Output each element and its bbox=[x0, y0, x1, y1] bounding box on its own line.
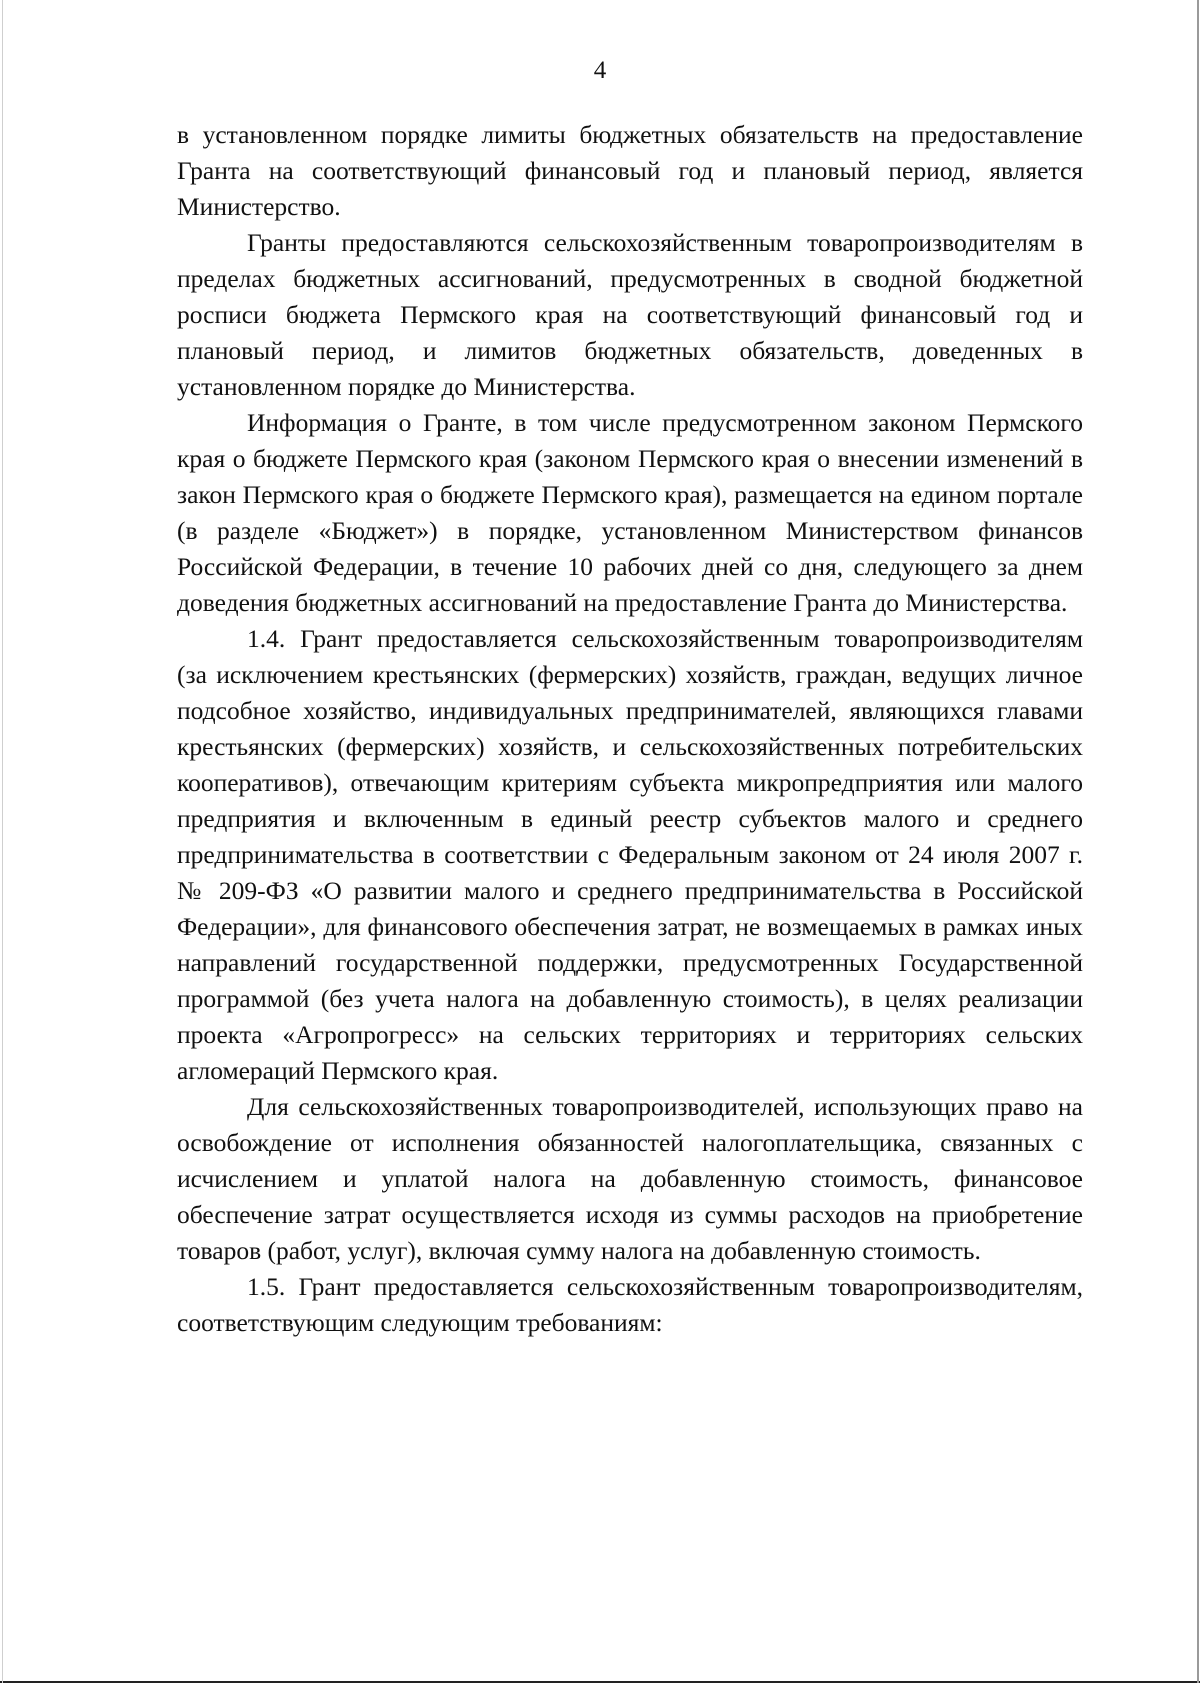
paragraph-grants-budget: Гранты предоставляются сельскохозяйственным товаропроизводителям в пределах бюджетных ассигнований, предусмотренных в сводной бюджетной росписи бюджета Пермского края на соответствующий финансовый год и плановый период, и лимитов бюджетных обязательств, доведенных в установленном порядке до Министерства. bbox=[177, 228, 1083, 401]
page-number: 4 bbox=[593, 57, 607, 84]
page-left-edge bbox=[2, 0, 3, 1683]
paragraph-section-1-4: 1.4. Грант предоставляется сельскохозяйственным товаропроизводителям (за исключением крестьянских (фермерских) хозяйств, граждан, ведущих личное подсобное хозяйство, индивидуальных предпринимателей, являющихся главами крестьянских (фермерских) хозяйств, и сельскохозяйственных потребительских кооперативов), отвечающим критериям субъекта микропредприятия или малого предприятия и включенным в единый реестр субъектов малого и среднего предпринимательства в соответствии с Федеральным законом от 24 июля 2007 г. № 209-ФЗ «О развитии малого и среднего предпринимательства в Российской Федерации», для финансового обеспечения затрат, не возмещаемых в рамках иных направлений государственной поддержки, предусмотренных Государственной программой (без учета налога на добавленную стоимость), в целях реализации проекта «Агропрогресс» на сельских территориях и территориях сельских агломераций Пермского края. bbox=[177, 624, 1083, 1085]
page-right-edge bbox=[1197, 0, 1199, 1683]
paragraph-limits-holder: в установленном порядке лимиты бюджетных обязательств на предоставление Гранта на соответствующий финансовый год и плановый период, является Министерство. bbox=[177, 120, 1083, 221]
paragraph-grant-information: Информация о Гранте, в том числе предусмотренном законом Пермского края о бюджете Пермского края (законом Пермского края о внесении изменений в закон Пермского края о бюджете Пермского края), размещается на едином портале (в разделе «Бюджет») в порядке, установленном Министерством финансов Российской Федерации, в течение 10 рабочих дней со дня, следующего за днем доведения бюджетных ассигнований на предоставление Гранта до Министерства. bbox=[177, 408, 1083, 617]
document-body bbox=[177, 117, 1083, 1341]
paragraph-section-1-5: 1.5. Грант предоставляется сельскохозяйственным товаропроизводителям, соответствующим следующим требованиям: bbox=[177, 1272, 1083, 1337]
paragraph-vat-exemption: Для сельскохозяйственных товаропроизводителей, использующих право на освобождение от исполнения обязанностей налогоплательщика, связанных с исчислением и уплатой налога на добавленную стоимость, финансовое обеспечение затрат осуществляется исходя из суммы расходов на приобретение товаров (работ, услуг), включая сумму налога на добавленную стоимость. bbox=[177, 1092, 1083, 1265]
